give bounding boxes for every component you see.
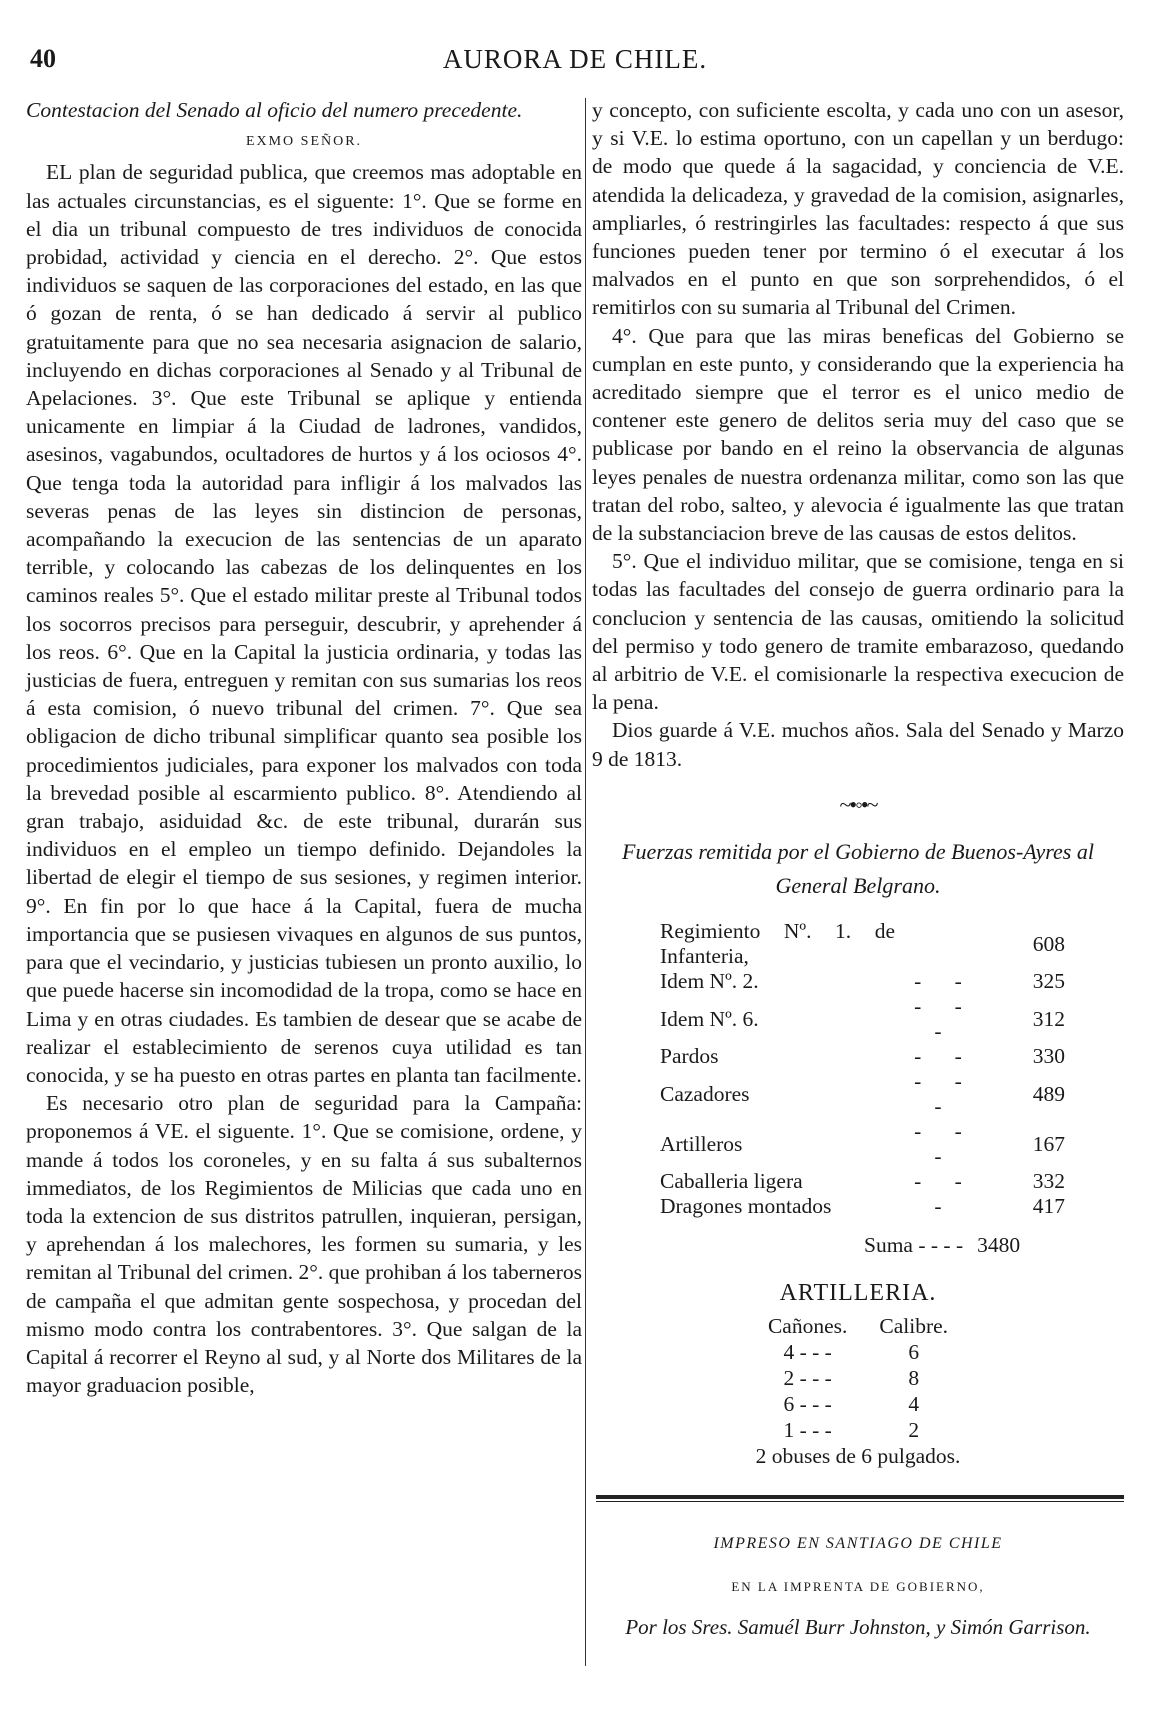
table-row: [660, 994, 1065, 1044]
table-row: [660, 1069, 1065, 1119]
body-paragraph: Es necesario otro plan de seguridad para la Campaña: proponemos á VE. el siguente. 1°. Que se comisione, ordene, y mande á todos los coroneles, y en su falta á sus subalternos immediatos, de los Regimientos de Milicias que cada uno en toda la extencion de sus distritos patrullen, inquieran, persigan, y aprehendan á los malechores, les formen su sumaria, y les remitan al Tribunal del crimen. 2°. que prohiban á los taberneros de campaña el que admitan gente sospechosa, y procedan del mismo modo contra los contrabentores. 3°. Que salgan de la Capital á recorrer el Reyno al sud, y al Norte dos Militares de la mayor graduacion posible,: [26, 1091, 582, 1398]
unit-count: 330: [1032, 1044, 1065, 1069]
table-row: [752, 1339, 964, 1365]
unit-count: 608: [1032, 931, 1065, 956]
section-title: Contestacion del Senado al oficio del numero precedente.: [26, 98, 523, 122]
body-paragraph: y concepto, con suficiente escolta, y cada uno con un asesor, y si V.E. lo estima oportuno, con un capellan y un berdugo: de modo que quede á la sagacidad, y conciencia de V.E. atendida la delicadeza, y gravedad de la comision, asignarles, ampliarles, ó restringirles las facultades: respecto á que sus funciones pueden tener por termino ó el executar á los malvados en el punto en que son sorprehendidos, ó el remitirlos con su sumaria al Tribunal del Crimen.: [592, 98, 1124, 320]
page-number: 40: [30, 44, 56, 73]
table-row: [660, 1194, 1065, 1219]
unit-count: 417: [1032, 1194, 1065, 1219]
table-row: [660, 1044, 1065, 1069]
calibre-value: 4: [908, 1392, 920, 1417]
unit-name: Idem Nº. 6.: [660, 1006, 759, 1031]
leader-dots: [895, 919, 995, 969]
cannon-count: 6 - - -: [783, 1392, 832, 1417]
closing-line: Dios guarde á V.E. muchos años. Sala del Senado y Marzo 9 de 1813.: [592, 718, 1124, 771]
body-paragraph: 5°. Que el individuo militar, que se comisione, tenga en si todas las facultades del consejo de guerra ordinario para la conclucion y sentencia de las causas, omitiendo la solicitud del permiso y todo genero de tramite embarazoso, quedando al arbitrio de V.E. el comisionarle la respectiva execucion de la pena.: [592, 549, 1124, 715]
unit-name: Idem Nº. 2.: [660, 969, 759, 994]
colophon-line: EN LA IMPRENTA DE GOBIERNO,: [731, 1578, 985, 1594]
forces-total: [864, 1231, 1124, 1259]
unit-name: Artilleros: [660, 1131, 743, 1156]
ornament-divider: ~•◦•~: [839, 791, 877, 817]
calibre-value: 6: [908, 1340, 920, 1365]
table-row: [752, 1391, 964, 1417]
colophon-line: Por los Sres. Samuél Burr Johnston, y Simón Garrison.: [625, 1614, 1091, 1639]
forces-title: Fuerzas remitida por el Gobierno de Buenos-Ayres al General Belgrano.: [622, 839, 1094, 899]
unit-name: Caballeria ligera: [660, 1169, 803, 1194]
salutation: EXMO SEÑOR.: [245, 134, 363, 150]
unit-count: 312: [1032, 1006, 1065, 1031]
total-value: 3480: [977, 1233, 1021, 1258]
leader-dots: - -: [914, 1044, 976, 1069]
leader-dots: -: [934, 1194, 956, 1219]
body-paragraph: [26, 158, 582, 1089]
paragraph-lead: EL: [46, 160, 73, 185]
colophon-line: IMPRESO EN SANTIAGO DE CHILE: [713, 1535, 1003, 1553]
total-label: Suma - - - -: [864, 1233, 964, 1258]
leader-dots: - - -: [914, 994, 976, 1044]
artilleria-table: [752, 1313, 964, 1443]
table-row: [660, 969, 1065, 994]
unit-count: 332: [1032, 1169, 1065, 1194]
obuses-line: 2 obuses de 6 pulgados.: [755, 1444, 961, 1469]
leader-dots: - - -: [914, 1069, 976, 1119]
leader-dots: - -: [914, 969, 976, 994]
artilleria-title: ARTILLERIA.: [779, 1280, 937, 1307]
table-row: [752, 1417, 964, 1443]
unit-name: Dragones montados: [660, 1194, 832, 1219]
left-column: [26, 96, 582, 1399]
unit-count: 489: [1032, 1081, 1065, 1106]
table-row: [660, 1119, 1065, 1169]
leader-dots: - -: [914, 1169, 976, 1194]
forces-table: [660, 919, 1065, 1219]
leader-dots: - - -: [914, 1119, 976, 1169]
cannon-count: 1 - - -: [783, 1418, 832, 1443]
body-paragraph: 4°. Que para que las miras beneficas del Gobierno se cumplan en este punto, y considerando que la experiencia ha acreditado siempre que el terror es el unico medio de contener este genero de delitos seria muy del caso que se publicase por bando en el reino la observancia de algunas leyes penales de nuestra ordenanza militar, como son las que tratan del robo, salteo, y alevocia é igualmente las que tratan de la substanciacion breve de las causas de estos delitos.: [592, 323, 1124, 546]
unit-name: Pardos: [660, 1044, 719, 1069]
calibre-value: 8: [908, 1366, 920, 1391]
column-header: Calibre.: [879, 1314, 949, 1339]
table-row: [660, 1169, 1065, 1194]
thick-rule: [596, 1495, 1124, 1499]
unit-name: Cazadores: [660, 1081, 750, 1106]
unit-count: 325: [1032, 969, 1065, 994]
table-row: [660, 919, 1065, 969]
unit-count: 167: [1032, 1131, 1065, 1156]
table-row: [752, 1365, 964, 1391]
unit-name: Regimiento Nº. 1. de Infanteria,: [660, 919, 895, 969]
publication-title: AURORA DE CHILE.: [442, 44, 708, 74]
paragraph-text: plan de seguridad publica, que creemos mas adoptable en las actuales circunstancias, es el siguente: 1°. Que se forme en el dia un tribunal compuesto de tres individuos de conocida probidad, actividad y ciencia en el derecho. 2°. Que estos individuos se saquen de las corporaciones del estado, en las que ó gozan de renta, ó se han dedicado á servir al publico gratuitamente para que no sea necesaria asignacion de salario, incluyendo en dichas corporaciones al Senado y al Tribunal de Apelaciones. 3°. Que este Tribunal se aplique y entienda unicamente en limpiar á la Ciudad de ladrones, vandidos, asesinos, vagabundos, ocultadores de hurtos y á los ociosos 4°. Que tenga toda la autoridad para infligir á los malvados las severas penas de las leyes sin distincion de personas, acompañando la execucion de las sentencias de un aparato terrible, y colocando las cabezas de los delinquentes en los caminos reales 5°. Que el estado militar preste al Tribunal todos los socorros precisos para perseguir, descubrir, y aprehender á los reos. 6°. Que en la Capital la justicia ordinaria, y todas las justicias de fuera, entreguen y remitan con sus sumarias los reos á esta comision, ó nuevo tribunal del crimen. 7°. Que sea obligacion de dicho tribunal simplificar quanto sea posible los procedimientos judiciales, para exponer los malvados con toda la brevedad posible al escarmiento publico. 8°. Atendiendo al gran trabajo, asiduidad &c. de este tribunal, durarán sus individuos en el empleo un tiempo definido. Dejandoles la libertad de elegir el tiempo de sus sesiones, y regimen interior. 9°. En fin por lo que hace á la Capital, fuera de mucha importancia que se pusiesen vivaques en algunos de sus puntos, para que el vecindario, y justicias tubiesen un pronto auxilio, lo que puede hacerse sin incomodidad de la tropa, como se hace en Lima y en otras ciudades. Es tambien de desear que se acabe de realizar el establecimiento de serenos cuya utilidad es tan conocida, y se ha puesto en otras partes en planta tan facilmente.: [26, 160, 582, 1087]
calibre-value: 2: [908, 1418, 920, 1443]
thin-rule: [596, 1501, 1124, 1502]
page-header: [30, 44, 1120, 80]
column-header: Cañones.: [767, 1314, 848, 1339]
column-divider: [585, 98, 586, 1666]
cannon-count: 2 - - -: [783, 1366, 832, 1391]
cannon-count: 4 - - -: [783, 1340, 832, 1365]
right-column: [592, 96, 1124, 1641]
